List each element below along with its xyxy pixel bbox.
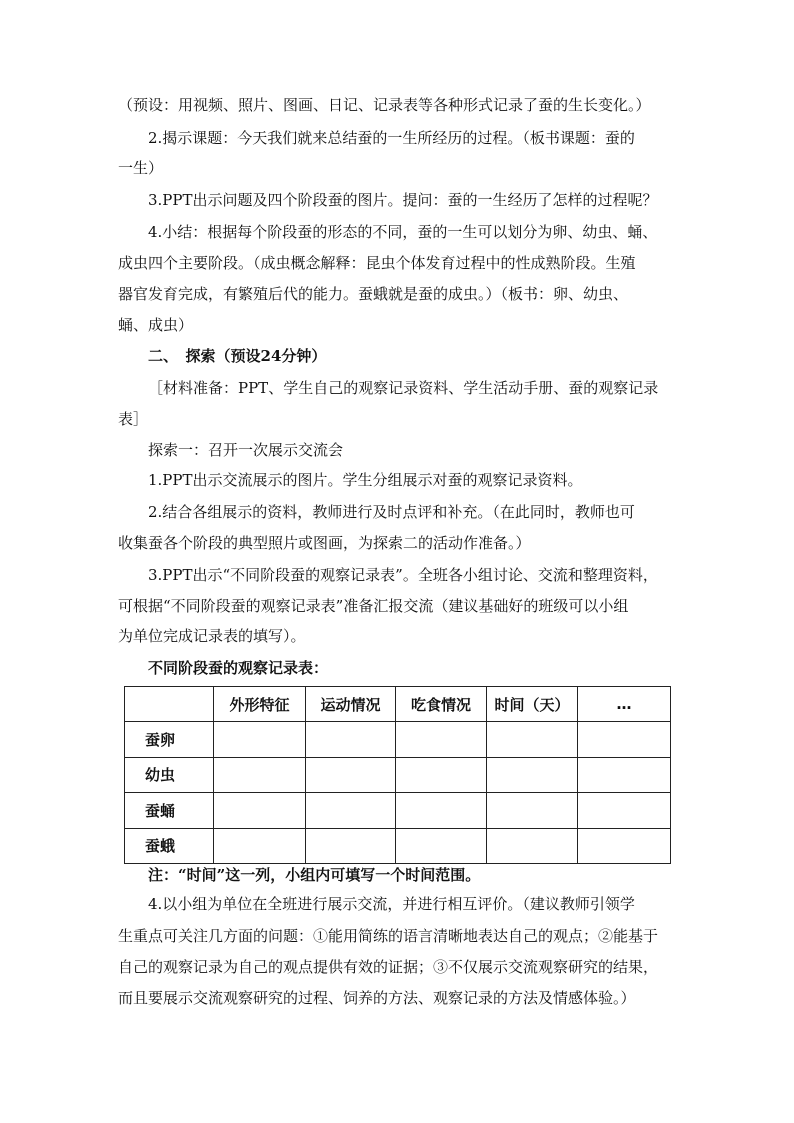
- paragraph-step4-share-cont2: 自己的观察记录为自己的观点提供有效的证据；③不仅展示交流观察研究的结果，: [118, 958, 659, 976]
- table-row: [125, 722, 671, 757]
- table-cell: [487, 722, 578, 757]
- table-cell: [306, 793, 396, 828]
- table-row: [125, 828, 671, 863]
- paragraph-explore-step2: 2.结合各组展示的资料，教师进行及时点评和补充。（在此同时，教师也可: [148, 503, 635, 521]
- table-cell: [214, 722, 306, 757]
- paragraph-preset: （预设：用视频、照片、图画、日记、记录表等各种形式记录了蚕的生长变化。）: [118, 96, 651, 114]
- table-header-row: [125, 687, 671, 722]
- paragraph-step4: 4.小结：根据每个阶段蚕的形态的不同，蚕的一生可以划分为卵、幼虫、蛹、: [148, 223, 658, 241]
- table-header-cell: 吃食情况: [396, 687, 487, 722]
- paragraph-explore-step1: 1.PPT出示交流展示的图片。学生分组展示对蚕的观察记录资料。: [148, 471, 583, 489]
- table-cell: [396, 793, 487, 828]
- table-cell: [214, 828, 306, 863]
- table-cell: [396, 722, 487, 757]
- table-note: 注：“时间”这一列，小组内可填写一个时间范围。: [148, 866, 481, 884]
- section-heading-explore: 二、 探索（预设24分钟）: [148, 347, 327, 365]
- table-cell: [396, 757, 487, 792]
- paragraph-explore-step3-cont1: 可根据“不同阶段蚕的观察记录表”准备汇报交流（建议基础好的班级可以小组: [118, 597, 629, 615]
- table-header-cell: 时间（天）: [487, 687, 578, 722]
- table-row-header: 蚕蛾: [125, 828, 214, 863]
- paragraph-step3: 3.PPT出示问题及四个阶段蚕的图片。提问：蚕的一生经历了怎样的过程呢？: [148, 191, 658, 209]
- table-row: [125, 793, 671, 828]
- paragraph-explore-one: 探索一：召开一次展示交流会: [148, 441, 344, 459]
- table-cell: [306, 757, 396, 792]
- paragraph-explore-step3: 3.PPT出示“不同阶段蚕的观察记录表”。全班各小组讨论、交流和整理资料，: [148, 566, 658, 584]
- table-cell: [306, 722, 396, 757]
- paragraph-explore-step2-cont: 收集蚕各个阶段的典型照片或图画，为探索二的活动作准备。）: [118, 534, 531, 552]
- table-cell: [578, 828, 671, 863]
- table-cell: [214, 793, 306, 828]
- paragraph-step4-cont1: 成虫四个主要阶段。（成虫概念解释：昆虫个体发育过程中的性成熟阶段。生殖: [118, 254, 636, 272]
- paragraph-materials-cont: 表］: [118, 410, 149, 428]
- table-cell: [214, 757, 306, 792]
- table-caption: 不同阶段蚕的观察记录表：: [148, 659, 329, 677]
- paragraph-step4-share-cont3: 而且要展示交流观察研究的过程、饲养的方法、观察记录的方法及情感体验。）: [118, 989, 636, 1007]
- table-cell: [487, 828, 578, 863]
- paragraph-explore-step3-cont2: 为单位完成记录表的填写）。: [118, 627, 306, 645]
- paragraph-step4-cont3: 蛹、成虫）: [118, 316, 194, 334]
- table-cell: [578, 793, 671, 828]
- paragraph-materials: ［材料准备：PPT、学生自己的观察记录资料、学生活动手册、蚕的观察记录: [148, 379, 659, 397]
- paragraph-step4-cont2: 器官发育完成，有繁殖后代的能力。蚕蛾就是蚕的成虫。）（板书：卵、幼虫、: [118, 285, 629, 303]
- paragraph-step2-cont: 一生）: [118, 159, 164, 177]
- table-cell: [396, 828, 487, 863]
- observation-table: [124, 686, 671, 864]
- table-header-cell: 运动情况: [306, 687, 396, 722]
- table-header-cell: [125, 687, 214, 722]
- paragraph-step2: 2.揭示课题：今天我们就来总结蚕的一生所经历的过程。（板书课题：蚕的: [148, 129, 635, 147]
- table-row: [125, 757, 671, 792]
- table-header-cell: …: [578, 687, 671, 722]
- table-cell: [487, 757, 578, 792]
- table-cell: [306, 828, 396, 863]
- table-row-header: 蚕蛹: [125, 793, 214, 828]
- table-row-header: 蚕卵: [125, 722, 214, 757]
- table-cell: [578, 757, 671, 792]
- table-cell: [578, 722, 671, 757]
- paragraph-step4-share: 4.以小组为单位在全班进行展示交流，并进行相互评价。（建议教师引领学: [148, 895, 635, 913]
- table-row-header: 幼虫: [125, 757, 214, 792]
- paragraph-step4-share-cont1: 生重点可关注几方面的问题：①能用简练的语言清晰地表达自己的观点；②能基于: [118, 927, 659, 945]
- table-cell: [487, 793, 578, 828]
- table-header-cell: 外形特征: [214, 687, 306, 722]
